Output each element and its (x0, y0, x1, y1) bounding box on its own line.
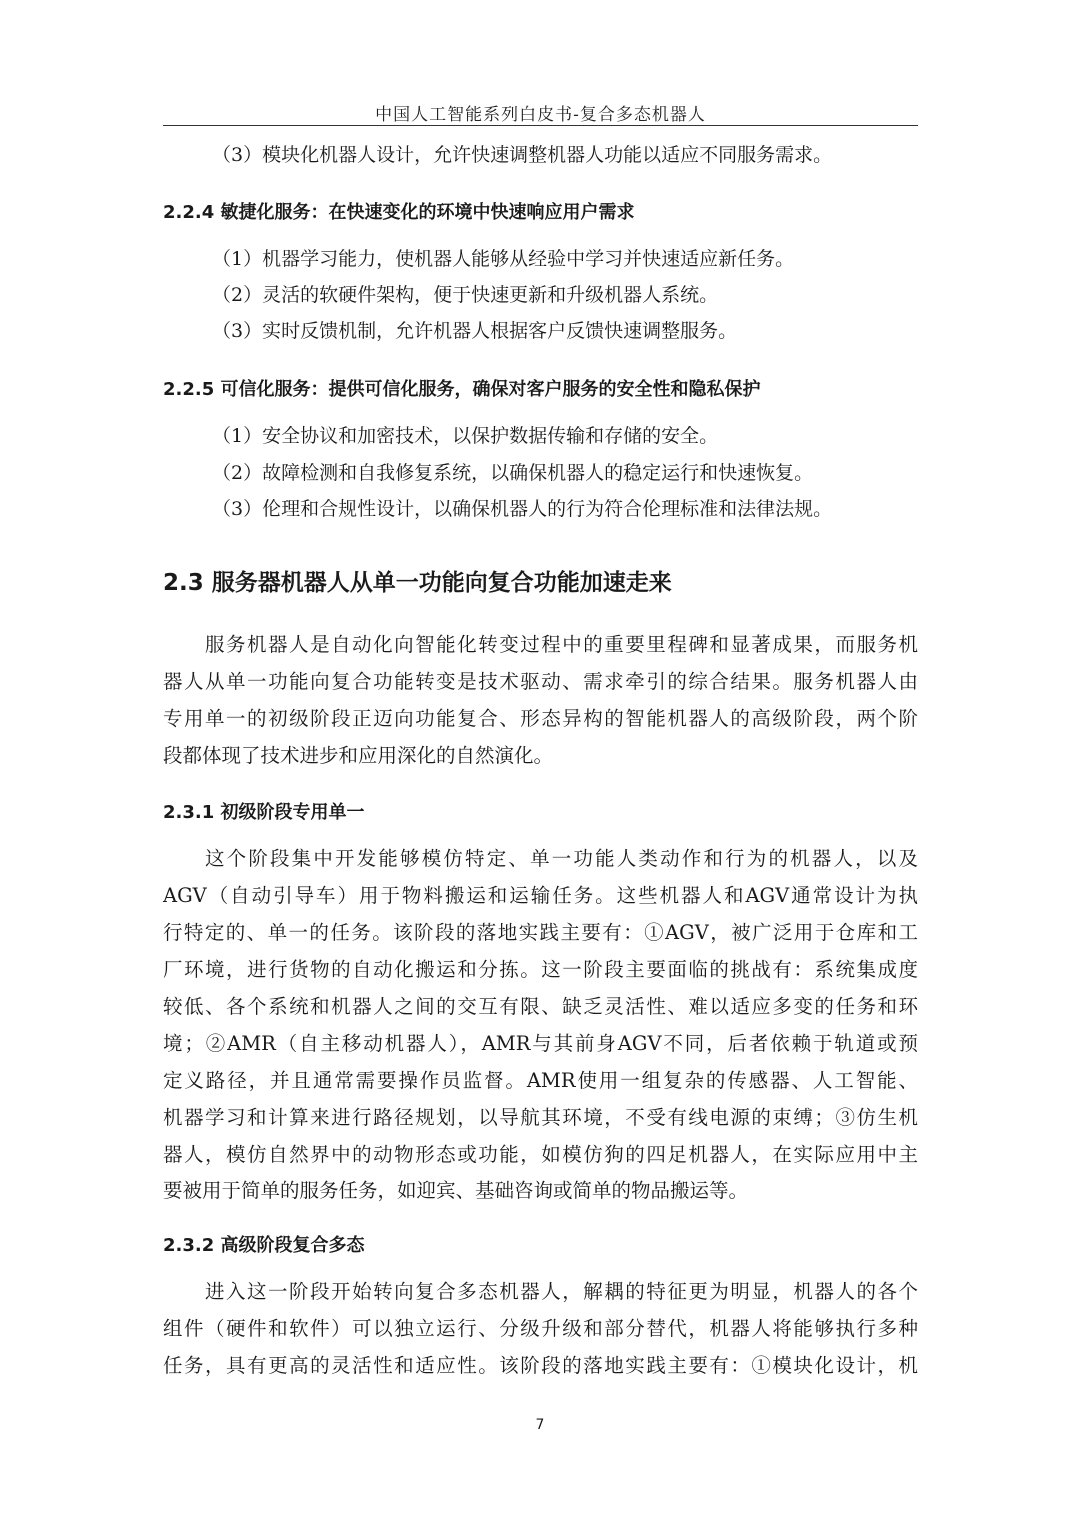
section-heading-2-3: 2.3 服务器机器人从单一功能向复合功能加速走来 (163, 570, 672, 596)
page-number: 7 (535, 1417, 545, 1433)
list-item: （3）伦理和合规性设计，以确保机器人的行为符合伦理标准和法律法规。 (212, 498, 833, 520)
header-divider (163, 125, 918, 126)
paragraph-line: 器人，模仿自然界中的动物形态或功能，如模仿狗的四足机器人，在实际应用中主 (163, 1143, 918, 1166)
list-item: （2）灵活的软硬件架构，便于快速更新和升级机器人系统。 (212, 284, 719, 306)
paragraph-line: 进入这一阶段开始转向复合多态机器人，解耦的特征更为明显，机器人的各个 (205, 1280, 918, 1303)
paragraph-line: 较低、各个系统和机器人之间的交互有限、缺乏灵活性、难以适应多变的任务和环 (163, 995, 918, 1018)
section-heading-2-2-4: 2.2.4 敏捷化服务：在快速变化的环境中快速响应用户需求 (163, 202, 635, 223)
section-heading-2-3-1: 2.3.1 初级阶段专用单一 (163, 802, 365, 823)
section-heading-2-3-2: 2.3.2 高级阶段复合多态 (163, 1235, 365, 1256)
paragraph-line: 段都体现了技术进步和应用深化的自然演化。 (163, 744, 554, 767)
paragraph-line: 这个阶段集中开发能够模仿特定、单一功能人类动作和行为的机器人，以及 (205, 847, 918, 870)
list-item: （3）实时反馈机制，允许机器人根据客户反馈快速调整服务。 (212, 320, 738, 342)
paragraph-line: 器人从单一功能向复合功能转变是技术驱动、需求牵引的综合结果。服务机器人由 (163, 670, 918, 693)
paragraph-line: 专用单一的初级阶段正迈向功能复合、形态异构的智能机器人的高级阶段，两个阶 (163, 707, 918, 730)
paragraph-line: AGV（自动引导车）用于物料搬运和运输任务。这些机器人和AGV通常设计为执 (163, 884, 918, 907)
running-header: 中国人工智能系列白皮书-复合多态机器人 (375, 105, 706, 125)
paragraph-line: 机器学习和计算来进行路径规划，以导航其环境，不受有线电源的束缚；③仿生机 (163, 1106, 918, 1129)
paragraph-line: 厂环境，进行货物的自动化搬运和分拣。这一阶段主要面临的挑战有：系统集成度 (163, 958, 918, 981)
paragraph-line: 任务，具有更高的灵活性和适应性。该阶段的落地实践主要有：①模块化设计，机 (163, 1354, 918, 1377)
paragraph-line: 定义路径，并且通常需要操作员监督。AMR使用一组复杂的传感器、人工智能、 (163, 1069, 918, 1092)
paragraph-line: 境；②AMR（自主移动机器人），AMR与其前身AGV不同，后者依赖于轨道或预 (163, 1032, 918, 1055)
section-heading-2-2-5: 2.2.5 可信化服务：提供可信化服务，确保对客户服务的安全性和隐私保护 (163, 379, 761, 400)
paragraph-line: 要被用于简单的服务任务，如迎宾、基础咨询或简单的物品搬运等。 (163, 1179, 749, 1202)
list-item: （1）安全协议和加密技术，以保护数据传输和存储的安全。 (212, 425, 719, 447)
paragraph-line: 服务机器人是自动化向智能化转变过程中的重要里程碑和显著成果，而服务机 (205, 633, 918, 656)
list-item: （1）机器学习能力，使机器人能够从经验中学习并快速适应新任务。 (212, 248, 795, 270)
list-item: （2）故障检测和自我修复系统，以确保机器人的稳定运行和快速恢复。 (212, 462, 814, 484)
paragraph-line: 行特定的、单一的任务。该阶段的落地实践主要有：①AGV，被广泛用于仓库和工 (163, 921, 918, 944)
list-item: （3）模块化机器人设计，允许快速调整机器人功能以适应不同服务需求。 (212, 144, 833, 166)
paragraph-line: 组件（硬件和软件）可以独立运行、分级升级和部分替代，机器人将能够执行多种 (163, 1317, 918, 1340)
